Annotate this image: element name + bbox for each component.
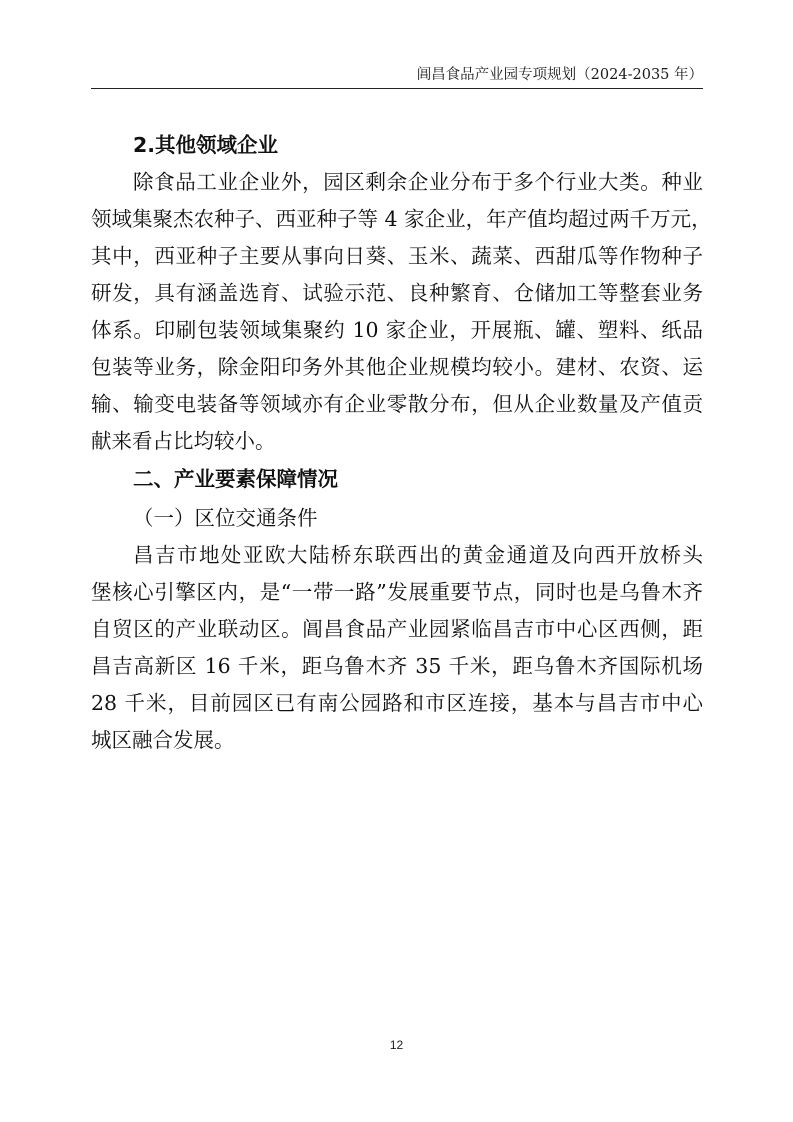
running-header: 阊昌食品产业园专项规划（2024-2035 年） — [416, 67, 703, 83]
paragraph-line: 昌吉高新区 16 千米，距乌鲁木齐 35 千米，距乌鲁木齐国际机场 — [91, 654, 703, 678]
paragraph-line: 献来看占比均较小。 — [91, 429, 276, 453]
paragraph-line: 昌吉市地处亚欧大陆桥东联西出的黄金通道及向西开放桥头 — [133, 543, 703, 567]
paragraph-line: 自贸区的产业联动区。阊昌食品产业园紧临昌吉市中心区西侧，距 — [91, 617, 703, 641]
paragraph-line: 输、输变电装备等领域亦有企业零散分布，但从企业数量及产值贡 — [91, 392, 703, 416]
paragraph-line: 城区融合发展。 — [91, 728, 235, 752]
paragraph-line: 28 千米，目前园区已有南公园路和市区连接，基本与昌吉市中心 — [91, 691, 703, 715]
paragraph-line: 除食品工业企业外，园区剩余企业分布于多个行业大类。种业 — [133, 170, 703, 194]
paragraph-line: 体系。印刷包装领域集聚约 10 家企业，开展瓶、罐、塑料、纸品 — [91, 318, 703, 342]
paragraph-line: 其中，西亚种子主要从事向日葵、玉米、蔬菜、西甜瓜等作物种子 — [91, 244, 703, 268]
paragraph-line: 研发，具有涵盖选育、试验示范、良种繁育、仓储加工等整套业务 — [91, 281, 703, 305]
chapter-heading: 二、产业要素保障情况 — [133, 467, 338, 491]
paragraph-line: 包装等业务，除金阳印务外其他企业规模均较小。建材、农资、运 — [91, 355, 703, 379]
section-heading: 2.其他领域企业 — [133, 133, 279, 157]
paragraph-line: 领域集聚杰农种子、西亚种子等 4 家企业，年产值均超过两千万元， — [91, 207, 712, 231]
page-number: 12 — [389, 1038, 404, 1052]
paragraph-line: 堡核心引擎区内，是“一带一路”发展重要节点，同时也是乌鲁木齐 — [91, 580, 703, 604]
subsection-heading: （一）区位交通条件 — [133, 506, 318, 530]
header-rule — [91, 88, 703, 89]
